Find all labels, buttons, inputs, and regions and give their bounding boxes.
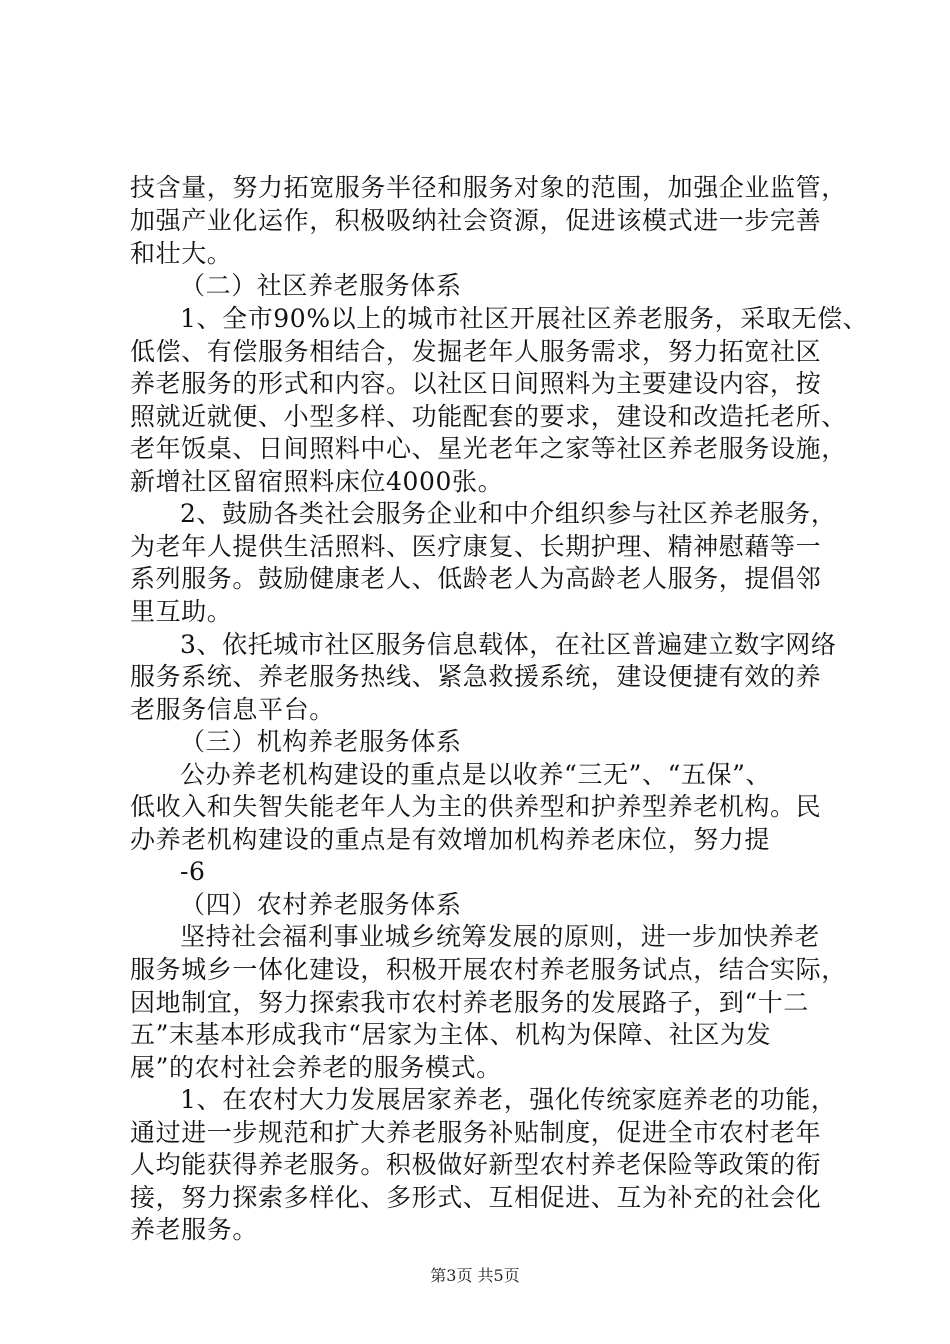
text-line: 服务城乡一体化建设，积极开展农村养老服务试点，结合实际， [130, 955, 847, 984]
text-line: 养老服务。 [130, 1215, 259, 1244]
text-line: 2、鼓励各类社会服务企业和中介组织参与社区养老服务， [180, 499, 837, 528]
section-heading: （二）社区养老服务体系 [180, 271, 462, 300]
page-marker: -6 [180, 857, 206, 886]
section-heading: （三）机构养老服务体系 [180, 727, 462, 756]
text-line: 和壮大。 [130, 239, 233, 268]
text-line: 系列服务。鼓励健康老人、低龄老人为高龄老人服务，提倡邻 [130, 564, 822, 593]
text-line: 服务系统、养老服务热线、紧急救援系统，建设便捷有效的养 [130, 662, 822, 691]
text-line: 为老年人提供生活照料、医疗康复、长期护理、精神慰藉等一 [130, 532, 822, 561]
page-footer: 第3页 共5页 [430, 1266, 520, 1285]
text-line: 养老服务的形式和内容。以社区日间照料为主要建设内容，按 [130, 369, 822, 398]
text-line: 因地制宜，努力探索我市农村养老服务的发展路子，到“十二 [130, 988, 809, 1017]
text-line: 办养老机构建设的重点是有效增加机构养老床位，努力提 [130, 825, 771, 854]
text-line: 展”的农村社会养老的服务模式。 [130, 1053, 502, 1082]
text-line: 低收入和失智失能老年人为主的供养型和护养型养老机构。民 [130, 792, 822, 821]
text-line: 公办养老机构建设的重点是以收养“三无”、“五保”、 [180, 760, 772, 789]
text-line: 通过进一步规范和扩大养老服务补贴制度，促进全市农村老年 [130, 1118, 822, 1147]
text-line: 1、全市90%以上的城市社区开展社区养老服务，采取无偿、 [180, 304, 869, 333]
text-line: 老年饭桌、日间照料中心、星光老年之家等社区养老服务设施， [130, 434, 847, 463]
text-line: 技含量，努力拓宽服务半径和服务对象的范围，加强企业监管， [130, 173, 847, 202]
text-line: 低偿、有偿服务相结合，发掘老年人服务需求，努力拓宽社区 [130, 337, 822, 366]
text-line: 加强产业化运作，积极吸纳社会资源，促进该模式进一步完善 [130, 206, 822, 235]
text-line: 接，努力探索多样化、多形式、互相促进、互为补充的社会化 [130, 1183, 822, 1212]
text-line: 人均能获得养老服务。积极做好新型农村养老保险等政策的衔 [130, 1150, 822, 1179]
text-line: 3、依托城市社区服务信息载体，在社区普遍建立数字网络 [180, 630, 837, 659]
text-line: 坚持社会福利事业城乡统筹发展的原则，进一步加快养老 [180, 922, 821, 951]
section-heading: （四）农村养老服务体系 [180, 890, 462, 919]
text-line: 里互助。 [130, 597, 233, 626]
text-line: 老服务信息平台。 [130, 695, 335, 724]
text-line: 1、在农村大力发展居家养老，强化传统家庭养老的功能， [180, 1085, 837, 1114]
text-line: 照就近就便、小型多样、功能配套的要求，建设和改造托老所、 [130, 402, 847, 431]
text-line: 新增社区留宿照料床位4000张。 [130, 467, 504, 496]
text-line: 五”末基本形成我市“居家为主体、机构为保障、社区为发 [130, 1020, 772, 1049]
